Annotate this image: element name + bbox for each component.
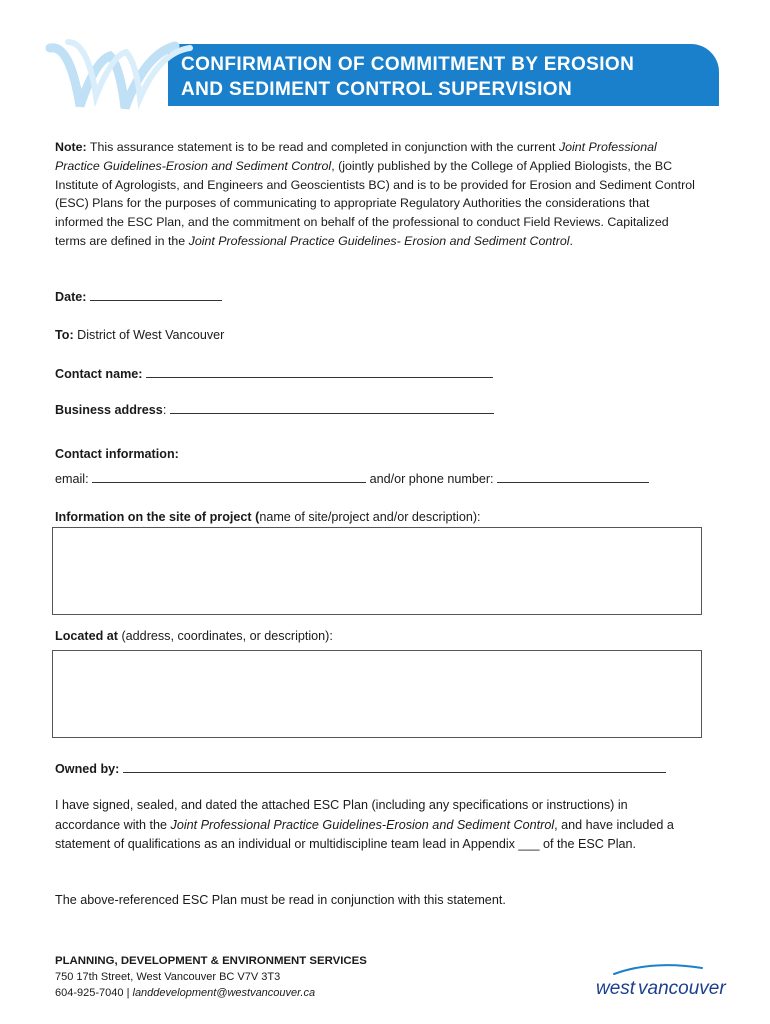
wordmark-west: west bbox=[596, 978, 636, 999]
site-information-label: Information on the site of project ( bbox=[55, 510, 260, 524]
email-phone-field bbox=[55, 471, 649, 487]
email-input-line[interactable] bbox=[92, 471, 366, 483]
date-field bbox=[55, 289, 222, 305]
site-information-textbox[interactable] bbox=[52, 527, 702, 615]
to-field bbox=[55, 327, 224, 343]
footer-email-link[interactable]: landdevelopment@westvancouver.ca bbox=[132, 987, 316, 999]
statement-text-2: , and have included a statement of qualifications as an individual or multidiscipline team lead in Appendix ___ of the ESC Plan. bbox=[55, 817, 674, 851]
contact-name-label: Contact name: bbox=[55, 367, 143, 381]
site-information-hint: name of site/project and/or description): bbox=[259, 510, 481, 524]
note-paragraph bbox=[55, 138, 695, 251]
page-title-line-2: AND SEDIMENT CONTROL SUPERVISION bbox=[181, 79, 573, 100]
note-text-2: , (jointly published by the College of Applied Biologists, the BC Institute of Agrologists, and Engineers and Geoscientists BC) and is to be provided for Erosion and Sediment Control (ESC) Plans for the purposes of communicating to appropriate Regulatory Authorities the considerations that informed the ESC Plan, and the commitment on behalf of the professional to conduct Field Reviews. Capitalized terms are defined in the bbox=[55, 158, 695, 248]
located-at-label: Located at bbox=[55, 629, 118, 643]
commitment-statement bbox=[55, 796, 695, 855]
note-guidelines-title: Joint Professional Practice Guidelines-Erosion and Sediment Control bbox=[55, 140, 657, 173]
business-address-colon: : bbox=[162, 403, 167, 417]
statement-guidelines-title: Joint Professional Practice Guidelines-Erosion and Sediment Control bbox=[170, 817, 555, 832]
date-label: Date: bbox=[55, 290, 87, 304]
contact-name-input-line[interactable] bbox=[146, 366, 493, 378]
contact-name-field bbox=[55, 366, 493, 382]
wordmark-vancouver: vancouver bbox=[638, 978, 726, 999]
reading-notice bbox=[55, 891, 695, 911]
footer-contact bbox=[55, 953, 367, 1001]
date-input-line[interactable] bbox=[90, 289, 222, 301]
note-text-1: This assurance statement is to be read and completed in conjunction with the current bbox=[86, 140, 559, 154]
footer-separator: | bbox=[123, 987, 133, 999]
contact-information-heading bbox=[55, 446, 179, 462]
business-address-label: Business address bbox=[55, 403, 163, 417]
note-guidelines-title-2: Joint Professional Practice Guidelines- Erosion and Sediment Control bbox=[188, 233, 570, 248]
note-text-3: . bbox=[569, 233, 573, 248]
west-vancouver-w-logo-icon bbox=[40, 36, 200, 120]
owned-by-label: Owned by: bbox=[55, 762, 120, 776]
page-title bbox=[181, 52, 721, 102]
site-information-field bbox=[55, 509, 481, 525]
phone-input-line[interactable] bbox=[497, 471, 649, 483]
statement-text-1: I have signed, sealed, and dated the attached ESC Plan (including any specifications or instructions) in accordance with the bbox=[55, 798, 628, 832]
business-address-input-line[interactable] bbox=[170, 402, 494, 414]
email-label: email: bbox=[55, 472, 89, 486]
located-at-hint: (address, coordinates, or description): bbox=[117, 629, 333, 643]
to-label: To: bbox=[55, 328, 74, 342]
owned-by-field bbox=[55, 761, 666, 777]
contact-information-label: Contact information: bbox=[55, 447, 179, 461]
footer-department: PLANNING, DEVELOPMENT & ENVIRONMENT SERVICES bbox=[55, 955, 367, 967]
to-value: District of West Vancouver bbox=[73, 328, 225, 342]
phone-label: and/or phone number: bbox=[369, 472, 494, 486]
note-label: Note: bbox=[55, 140, 87, 154]
located-at-textbox[interactable] bbox=[52, 650, 702, 738]
located-at-field bbox=[55, 628, 333, 644]
footer-contact-line bbox=[55, 985, 367, 1001]
business-address-field bbox=[55, 402, 494, 418]
footer-phone: 604-925-7040 bbox=[55, 987, 124, 999]
wordmark-swoosh-icon bbox=[614, 965, 702, 974]
west-vancouver-wordmark-logo bbox=[592, 962, 742, 1002]
footer-address: 750 17th Street, West Vancouver BC V7V 3T3 bbox=[55, 971, 281, 983]
owned-by-input-line[interactable] bbox=[123, 761, 666, 773]
page-title-line-1: CONFIRMATION OF COMMITMENT BY EROSION bbox=[181, 54, 635, 75]
reading-notice-text: The above-referenced ESC Plan must be read in conjunction with this statement. bbox=[55, 893, 506, 907]
